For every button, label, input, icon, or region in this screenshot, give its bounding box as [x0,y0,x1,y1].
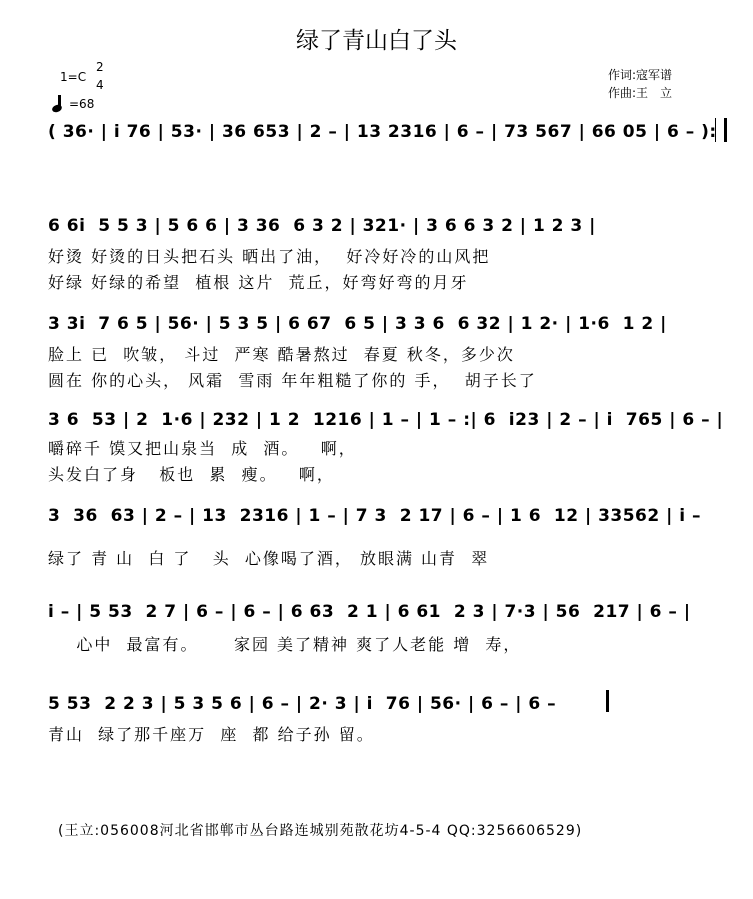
lyric-verse2-line3: 头发白了身 板也 累 瘦。 啊， [48,465,335,484]
lyric-verse2-line2: 圆在 你的心头， 风霜 雪雨 年年粗糙了你的 手， 胡子长了 [48,371,537,390]
quarter-note-icon [58,95,69,108]
time-signature-bottom: 4 [96,78,104,92]
staff-line-1: 6 6i 5 5 3 | 5 6 6 | 3 36 6 3 2 | 321· | 3 6 6 3 2 | 1 2 3 | [48,216,596,236]
lyric-verse1-line1: 好烫 好烫的日头把石头 晒出了油， 好冷好冷的山风把 [48,247,491,266]
lyric-verse1-line3: 嚼碎千 馍又把山泉当 成 酒。 啊， [48,439,357,458]
lyric-line-4: 绿了 青 山 白 了 头 心像喝了酒， 放眼满 山青 翠 [48,549,490,568]
composer-contact-footer: (王立:056008河北省邯郸市丛台路连城别苑散花坊4-5-4 QQ:3256606529) [58,823,583,839]
key-signature [60,70,86,84]
staff-line-intro: ( 36· | i 76 | 53· | 36 653 | 2 – | 13 2316 | 6 – | 73 567 | 66 05 | 6 – ): [48,122,717,142]
time-signature-top: 2 [96,60,104,74]
tempo-marking [58,95,94,111]
staff-line-5: i – | 5 53 2 7 | 6 – | 6 – | 6 63 2 1 | 6 61 2 3 | 7·3 | 56 217 | 6 – | [48,602,691,622]
lyric-verse2-line1: 好绿 好绿的希望 植根 这片 荒丘，好弯好弯的月牙 [48,273,469,292]
staff-line-3: 3 6 53 | 2 1·6 | 232 | 1 2 1216 | 1 – | 1 – :| 6 i23 | 2 – | i 765 | 6 – | [48,410,724,430]
lyric-line-6: 青山 绿了那千座万 座 都 给子孙 留。 [48,725,375,744]
song-title: 绿了青山白了头 [296,28,457,54]
composer-credit: 作曲:王 立 [608,86,673,100]
staff-line-4: 3 36 63 | 2 – | 13 2316 | 1 – | 7 3 2 17 | 6 – | 1 6 12 | 33562 | i – [48,506,702,526]
final-barline [606,690,614,712]
lyric-verse1-line2: 脸上 已 吹皱， 斗过 严寒 酷暑熬过 春夏 秋冬，多少次 [48,345,515,364]
tempo-value: =68 [69,97,95,111]
key-label: 1=C [60,70,87,84]
lyricist-credit: 作词:寇军谱 [608,68,673,82]
lyric-line-5: 心中 最富有。 家园 美了精神 爽了人老能 增 寿， [48,635,522,654]
repeat-barline [715,118,727,142]
staff-line-6: 5 53 2 2 3 | 5 3 5 6 | 6 – | 2· 3 | i 76 | 56· | 6 – | 6 – [48,694,557,714]
staff-line-2: 3 3i 7 6 5 | 56· | 5 3 5 | 6 67 6 5 | 3 3 6 6 32 | 1 2· | 1·6 1 2 | [48,314,667,334]
